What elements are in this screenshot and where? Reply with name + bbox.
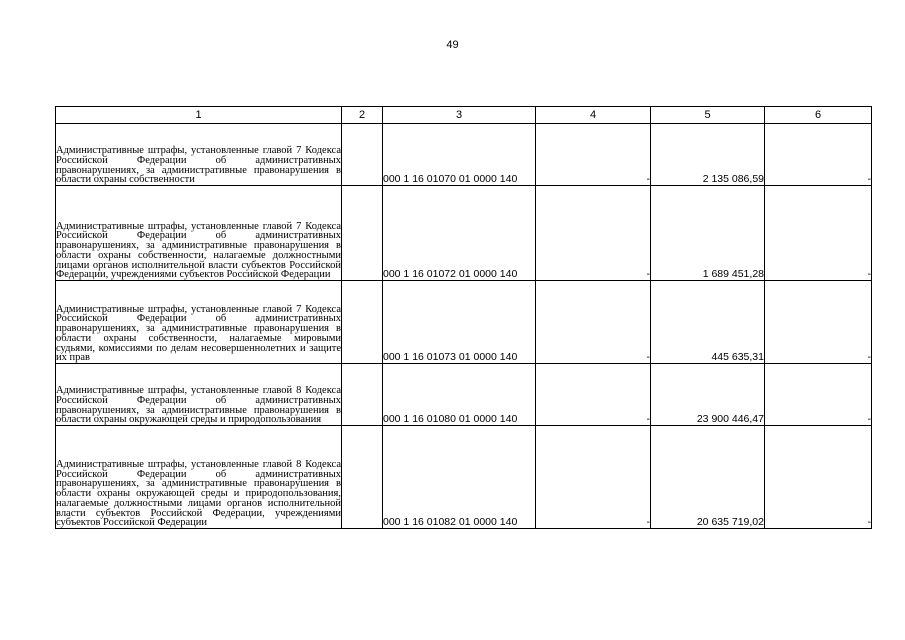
table-row	[56, 281, 872, 364]
row-col6: -	[765, 364, 872, 426]
row-col2	[342, 364, 383, 426]
row-code: 000 1 16 01070 01 0000 140	[383, 124, 536, 186]
column-header-4: 4	[536, 107, 651, 124]
row-code: 000 1 16 01072 01 0000 140	[383, 186, 536, 281]
row-col4: -	[536, 281, 651, 364]
row-col2	[342, 186, 383, 281]
table-row	[56, 426, 872, 529]
row-amount: 23 900 446,47	[651, 364, 765, 426]
column-header-1: 1	[56, 107, 342, 124]
row-col6: -	[765, 426, 872, 529]
row-col4: -	[536, 186, 651, 281]
row-col2	[342, 281, 383, 364]
row-description: Административные штрафы, установленные главой 7 Кодекса Российской Федерации об административных правонарушениях, за административные правонарушения в области охраны собственности	[56, 124, 342, 186]
table-row	[56, 124, 872, 186]
row-amount: 2 135 086,59	[651, 124, 765, 186]
row-code: 000 1 16 01073 01 0000 140	[383, 281, 536, 364]
row-col4: -	[536, 426, 651, 529]
row-amount: 445 635,31	[651, 281, 765, 364]
revenue-table	[55, 106, 872, 529]
row-description: Административные штрафы, установленные главой 7 Кодекса Российской Федерации об административных правонарушениях, за административные правонарушения в области охраны собственности, налагаемые мировыми судьями, комиссиями по делам несовершеннолетних и защите их прав	[56, 281, 342, 364]
table-row	[56, 364, 872, 426]
row-description: Административные штрафы, установленные главой 7 Кодекса Российской Федерации об административных правонарушениях, за административные правонарушения в области охраны собственности, налагаемые должностными лицами органов исполнительной власти субъектов Российской Федерации, учреждениями субъектов Российской Федерации	[56, 186, 342, 281]
column-header-3: 3	[383, 107, 536, 124]
table-row	[56, 186, 872, 281]
row-description: Административные штрафы, установленные главой 8 Кодекса Российской Федерации об административных правонарушениях, за административные правонарушения в области охраны окружающей среды и природопользования, налагаемые должностными лицами органов исполнительной власти субъектов Российской Федерации, учреждениями субъектов Российской Федерации	[56, 426, 342, 529]
column-header-6: 6	[765, 107, 872, 124]
row-col6: -	[765, 124, 872, 186]
row-col4: -	[536, 124, 651, 186]
row-code: 000 1 16 01082 01 0000 140	[383, 426, 536, 529]
row-amount: 20 635 719,02	[651, 426, 765, 529]
row-col6: -	[765, 281, 872, 364]
column-header-5: 5	[651, 107, 765, 124]
table-header-row	[56, 107, 872, 124]
row-col2	[342, 124, 383, 186]
column-header-2: 2	[342, 107, 383, 124]
row-amount: 1 689 451,28	[651, 186, 765, 281]
row-col4: -	[536, 364, 651, 426]
row-code: 000 1 16 01080 01 0000 140	[383, 364, 536, 426]
row-description: Административные штрафы, установленные главой 8 Кодекса Российской Федерации об административных правонарушениях, за административные правонарушения в области охраны окружающей среды и природопользования	[56, 364, 342, 426]
row-col6: -	[765, 186, 872, 281]
row-col2	[342, 426, 383, 529]
page-number: 49	[446, 39, 459, 51]
